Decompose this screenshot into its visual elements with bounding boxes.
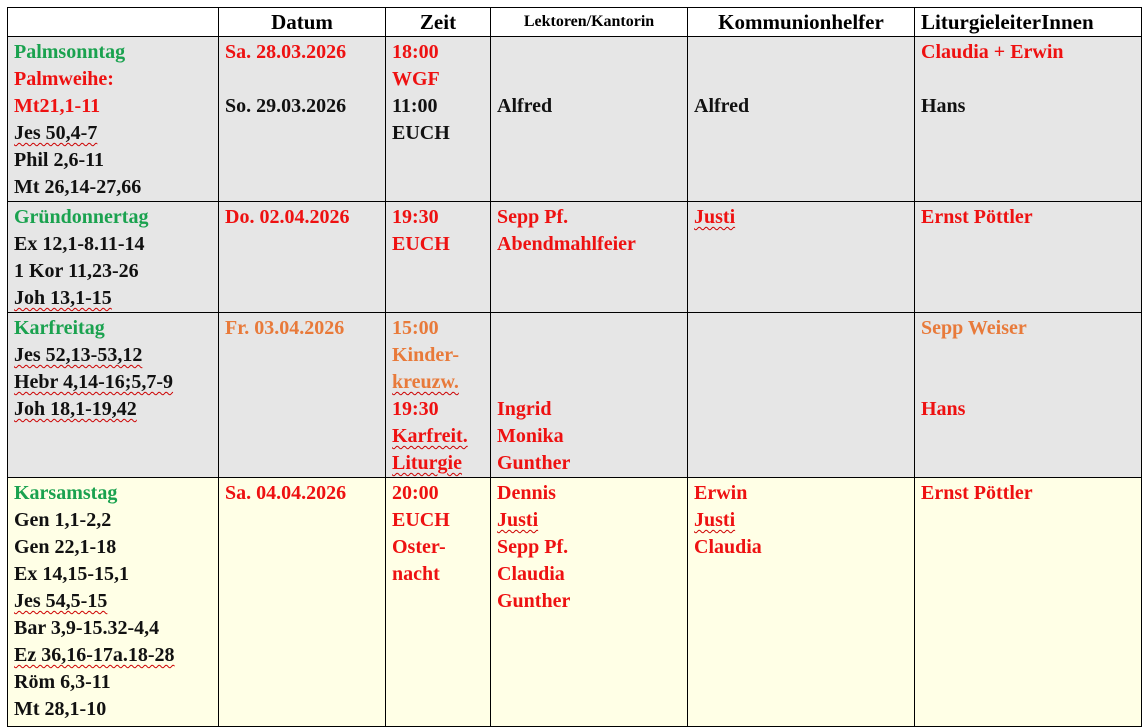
time-line: Kinder- [392,344,460,366]
reading-line-text: Jes 54,5-15 [14,590,108,612]
header-zeit: Zeit [386,8,491,37]
lektoren-cell [491,202,688,313]
table-row [8,37,1142,202]
name-line: Claudia [497,563,565,585]
time-line: 19:30 [392,398,439,420]
name-line-text: Justi [694,509,736,531]
header-lektoren: Lektoren/Kantorin [491,8,688,37]
day-name: Karfreitag [14,317,105,339]
reading-line [14,588,212,615]
reading-line: Bar 3,9-15.32-4,4 [14,617,160,639]
name-line [497,66,681,93]
name-line [694,39,908,66]
reading-line: Ex 12,1-8.11-14 [14,233,145,255]
reading-line-text: Joh 18,1-19,42 [14,398,137,420]
time-line [392,369,484,396]
day-name: Gründonnertag [14,206,149,228]
time-line: 19:30 [392,206,439,228]
date-line: So. 29.03.2026 [225,95,347,117]
time-line-text: Liturgie [392,452,462,474]
reading-line [14,342,212,369]
date-line: Fr. 03.04.2026 [225,317,345,339]
name-line [497,39,681,66]
name-line [497,342,681,369]
datum-cell [219,478,386,727]
name-line: Hans [921,398,966,420]
name-line: Alfred [694,95,750,117]
name-line [694,66,908,93]
time-line-text: Karfreit. [392,425,468,447]
date-line: Do. 02.04.2026 [225,206,350,228]
day-name: Palmsonntag [14,41,126,63]
time-line: nacht [392,563,440,585]
name-line [497,507,681,534]
name-line-text: Justi [694,206,736,228]
name-line [921,342,1135,369]
reading-line-text: Jes 50,4-7 [14,122,98,144]
day-cell [8,478,219,727]
reading-line: Mt 28,1-10 [14,698,107,720]
reading-line [14,285,212,312]
name-line: Sepp Pf. [497,536,569,558]
time-line: Oster- [392,536,446,558]
liturgie-cell [915,202,1142,313]
reading-line [14,369,212,396]
time-line: WGF [392,68,440,90]
name-line: Hans [921,95,966,117]
reading-line [14,120,212,147]
reading-line: Ex 14,15-15,1 [14,563,129,585]
zeit-cell [386,478,491,727]
liturgie-cell [915,478,1142,727]
name-line: Sepp Weiser [921,317,1027,339]
name-line: Alfred [497,95,553,117]
kommunion-cell [688,313,915,478]
name-line: Ingrid [497,398,552,420]
table-row [8,478,1142,727]
name-line: Sepp Pf. [497,206,569,228]
time-line [392,423,484,450]
time-line: 11:00 [392,95,438,117]
day-cell [8,202,219,313]
datum-cell [219,313,386,478]
kommunion-cell [688,478,915,727]
name-line-text: Justi [497,509,539,531]
name-line: Gunther [497,590,571,612]
reading-line: Röm 6,3-11 [14,671,111,693]
table-row [8,313,1142,478]
reading-line-text: Joh 13,1-15 [14,287,112,309]
reading-line: Palmweihe: [14,68,114,90]
name-line [497,315,681,342]
reading-line: Gen 22,1-18 [14,536,117,558]
schedule-table [7,7,1142,727]
time-line: 18:00 [392,41,439,63]
reading-line: Gen 1,1-2,2 [14,509,112,531]
kommunion-cell [688,202,915,313]
name-line [497,369,681,396]
time-line: EUCH [392,122,450,144]
header-row [8,8,1142,37]
table-row [8,202,1142,313]
reading-line: 1 Kor 11,23-26 [14,260,139,282]
date-line: Sa. 04.04.2026 [225,482,347,504]
day-cell [8,37,219,202]
reading-line-text: Hebr 4,14-16;5,7-9 [14,371,174,393]
time-line-text: kreuzw. [392,371,459,393]
date-line: Sa. 28.03.2026 [225,41,347,63]
header-liturgieleiter: LiturgieleiterInnen [915,8,1142,37]
name-line: Abendmahlfeier [497,233,636,255]
reading-line-text: Jes 52,13-53,12 [14,344,143,366]
reading-line: Mt21,1-11 [14,95,101,117]
header-kommunionhelfer: Kommunionhelfer [688,8,915,37]
name-line [694,204,908,231]
name-line: Claudia + Erwin [921,41,1064,63]
name-line: Ernst Pöttler [921,206,1033,228]
time-line: EUCH [392,233,450,255]
time-line [392,450,484,477]
time-line: 20:00 [392,482,439,504]
time-line: EUCH [392,509,450,531]
reading-line-text: Ez 36,16-17a.18-28 [14,644,175,666]
lektoren-cell [491,37,688,202]
name-line: Erwin [694,482,748,504]
liturgie-cell [915,37,1142,202]
reading-line [14,642,212,669]
zeit-cell [386,202,491,313]
name-line: Ernst Pöttler [921,482,1033,504]
zeit-cell [386,37,491,202]
liturgie-cell [915,313,1142,478]
name-line: Dennis [497,482,556,504]
name-line [921,369,1135,396]
name-line: Gunther [497,452,571,474]
name-line [694,507,908,534]
reading-line: Mt 26,14-27,66 [14,176,142,198]
name-line: Claudia [694,536,762,558]
reading-line [14,396,212,423]
header-day-cell [8,8,219,37]
name-line [921,66,1135,93]
date-line [225,66,379,93]
day-cell [8,313,219,478]
kommunion-cell [688,37,915,202]
day-name: Karsamstag [14,482,118,504]
lektoren-cell [491,313,688,478]
zeit-cell [386,313,491,478]
time-line: 15:00 [392,317,439,339]
header-datum: Datum [219,8,386,37]
datum-cell [219,37,386,202]
name-line: Monika [497,425,564,447]
reading-line: Phil 2,6-11 [14,149,105,171]
lektoren-cell [491,478,688,727]
datum-cell [219,202,386,313]
